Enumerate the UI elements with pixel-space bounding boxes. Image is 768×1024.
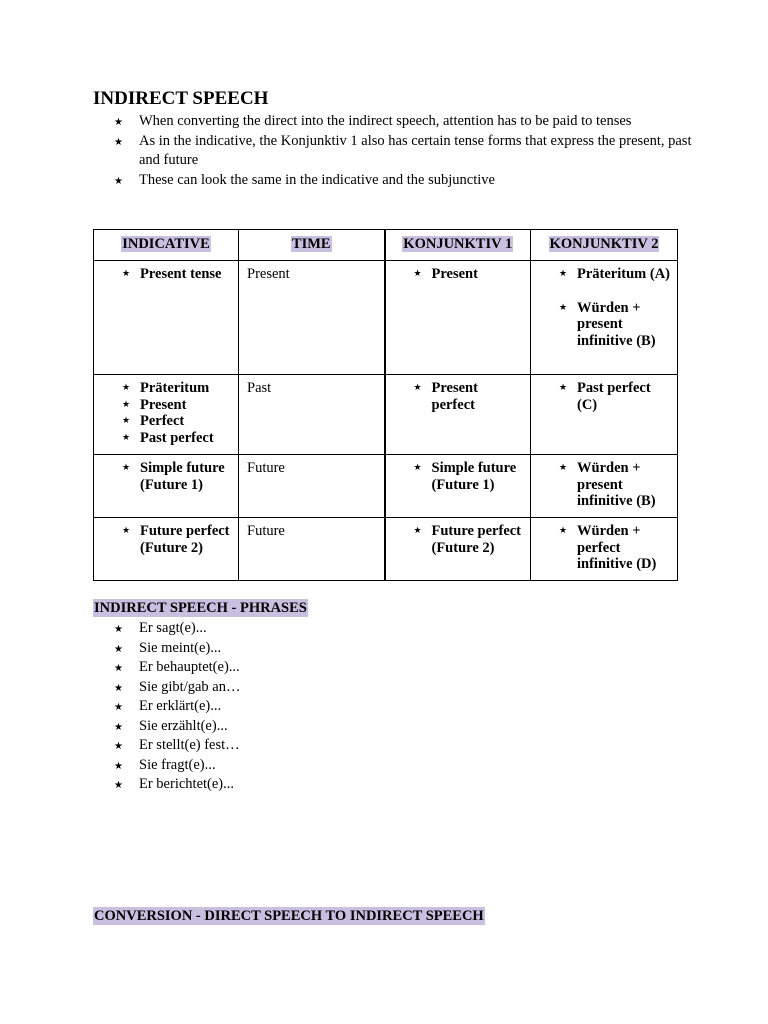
conversion-heading: CONVERSION - DIRECT SPEECH TO INDIRECT SPEECH — [94, 908, 484, 924]
star-bullet-icon: ★ — [413, 269, 422, 279]
star-bullet-icon: ★ — [559, 526, 568, 536]
list-item: ★ Er stellt(e) fest… — [93, 736, 493, 756]
list-item: ★ Er berichtet(e)... — [93, 775, 493, 795]
cell-konjunktiv-1 — [385, 455, 531, 518]
star-bullet-icon: ★ — [114, 624, 123, 635]
list-item: ★ When converting the direct into the indirect speech, attention has to be paid to tenses — [93, 112, 693, 132]
table-row — [94, 518, 678, 581]
cell-indicative — [94, 518, 239, 581]
list-item: ★ Würden + present infinitive (B) — [559, 299, 656, 349]
header-konjunktiv-1: KONJUNKTIV 1 — [385, 230, 531, 261]
star-bullet-icon: ★ — [559, 383, 568, 393]
star-bullet-icon: ★ — [114, 117, 123, 128]
cell-indicative — [94, 455, 239, 518]
cell-konjunktiv-2 — [531, 518, 678, 581]
list-item: ★ Future perfect (Future 2) — [413, 523, 522, 556]
cell-konjunktiv-2 — [531, 455, 678, 518]
cell-time: Present — [239, 261, 385, 375]
star-bullet-icon: ★ — [114, 682, 123, 694]
list-item: ★ Würden + present infinitive (B) — [559, 460, 656, 509]
cell-time: Past — [239, 375, 385, 455]
star-bullet-icon: ★ — [413, 383, 422, 393]
phrases-list — [93, 619, 493, 795]
cell-time: Future — [239, 455, 385, 518]
tense-table — [93, 229, 678, 581]
header-konjunktiv-2: KONJUNKTIV 2 — [531, 230, 678, 261]
star-bullet-icon: ★ — [114, 702, 123, 713]
list-item: ★ As in the indicative, the Konjunktiv 1 also has certain tense forms that express the present, past and future — [114, 132, 692, 168]
table-header-row — [94, 230, 678, 261]
list-item: ★ Sie meint(e)... — [93, 639, 493, 659]
list-item: ★ Past perfect (C) — [559, 380, 651, 413]
star-bullet-icon: ★ — [114, 643, 123, 655]
list-item: ★ Present tense — [122, 266, 222, 282]
list-item: ★ Sie fragt(e)... — [93, 756, 493, 776]
star-bullet-icon: ★ — [122, 383, 131, 393]
list-item: ★ Er behauptet(e)... — [93, 658, 493, 678]
header-time: TIME — [239, 230, 385, 261]
star-bullet-icon: ★ — [559, 463, 568, 473]
star-bullet-icon: ★ — [559, 302, 568, 313]
list-item: ★ Sie gibt/gab an… — [93, 678, 493, 698]
cell-konjunktiv-2 — [531, 375, 678, 455]
list-item: ★ Perfect — [122, 413, 185, 429]
list-item: ★ Future perfect (Future 2) — [122, 523, 230, 556]
table-row — [94, 375, 678, 455]
list-item: ★ Präteritum (A) — [559, 266, 670, 282]
list-item: ★ Present — [122, 396, 187, 413]
star-bullet-icon: ★ — [413, 463, 422, 473]
list-item: ★ Er erklärt(e)... — [93, 697, 493, 717]
star-bullet-icon: ★ — [114, 663, 123, 674]
table-row — [94, 261, 678, 375]
list-item: ★ Würden + perfect infinitive (D) — [559, 523, 657, 572]
phrases-heading: INDIRECT SPEECH - PHRASES — [94, 600, 307, 616]
cell-konjunktiv-1 — [385, 518, 531, 581]
list-item: ★ Past perfect — [122, 429, 214, 446]
star-bullet-icon: ★ — [122, 269, 131, 279]
cell-indicative — [94, 261, 239, 375]
table-row — [94, 455, 678, 518]
cell-time: Future — [239, 518, 385, 581]
star-bullet-icon: ★ — [122, 416, 131, 426]
intro-bullet-list — [93, 112, 693, 190]
star-bullet-icon: ★ — [114, 721, 123, 733]
list-item: ★ Sie erzählt(e)... — [93, 717, 493, 737]
star-bullet-icon: ★ — [559, 269, 568, 279]
star-bullet-icon: ★ — [413, 526, 422, 536]
list-item: ★ These can look the same in the indicative and the subjunctive — [93, 171, 693, 191]
star-bullet-icon: ★ — [122, 432, 131, 443]
star-bullet-icon: ★ — [114, 760, 123, 772]
star-bullet-icon: ★ — [114, 136, 123, 148]
cell-konjunktiv-1 — [385, 261, 531, 375]
star-bullet-icon: ★ — [122, 526, 131, 536]
list-item: ★ Simple future (Future 1) — [413, 460, 517, 493]
page-title: INDIRECT SPEECH — [93, 88, 269, 109]
list-item: ★ Er sagt(e)... — [93, 619, 493, 639]
list-item: ★ Präteritum — [122, 380, 210, 396]
cell-konjunktiv-2 — [531, 261, 678, 375]
cell-konjunktiv-1 — [385, 375, 531, 455]
star-bullet-icon: ★ — [114, 780, 123, 791]
cell-indicative — [94, 375, 239, 455]
star-bullet-icon: ★ — [122, 463, 131, 473]
header-indicative: INDICATIVE — [94, 230, 239, 261]
star-bullet-icon: ★ — [122, 399, 131, 410]
star-bullet-icon: ★ — [114, 741, 123, 752]
list-item: ★ Simple future (Future 1) — [122, 460, 225, 493]
list-item: ★ Present perfect — [413, 380, 478, 413]
list-item: ★ Present — [413, 266, 478, 282]
star-bullet-icon: ★ — [114, 175, 123, 187]
